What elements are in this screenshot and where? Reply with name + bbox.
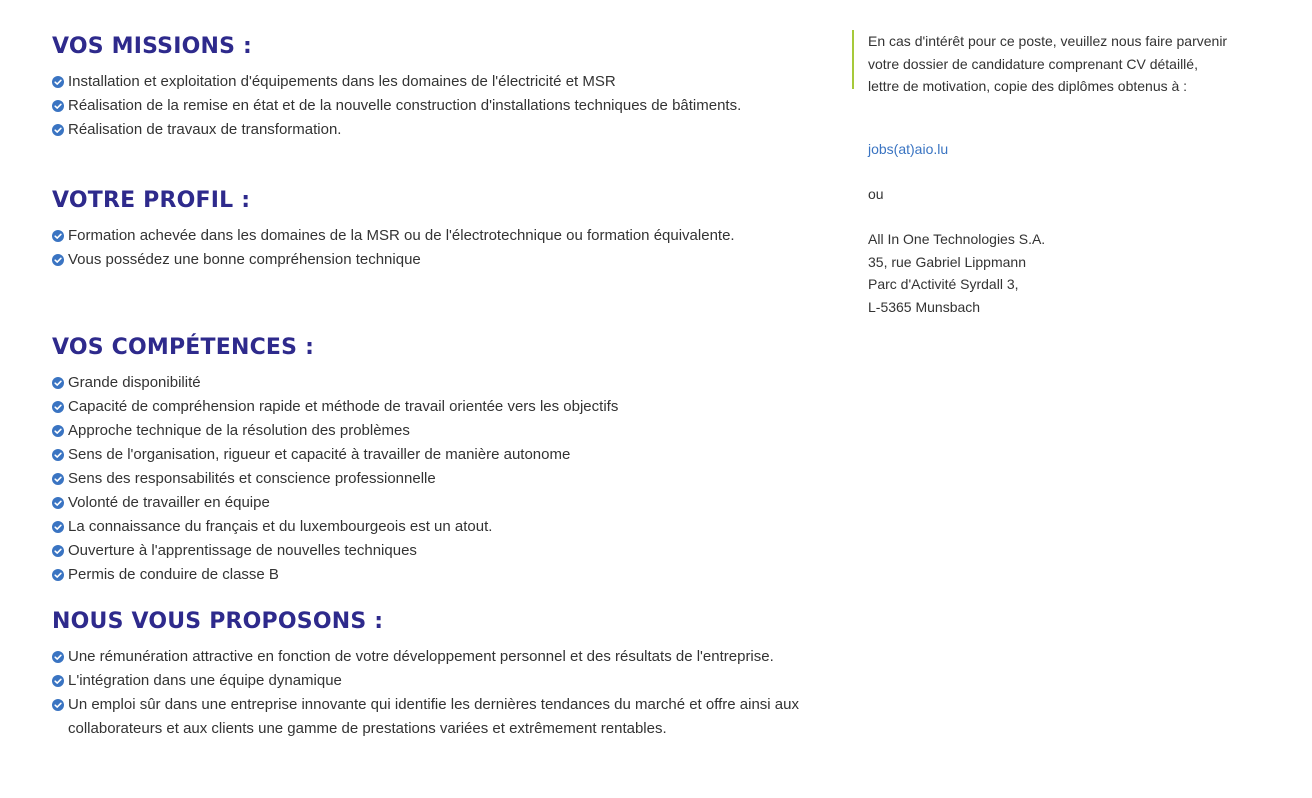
offer-heading: NOUS VOUS PROPOSONS : bbox=[52, 609, 384, 634]
profile-section bbox=[52, 182, 832, 272]
check-circle-icon bbox=[52, 497, 64, 509]
list-item-text: Capacité de compréhension rapide et méthode de travail orientée vers les objectifs bbox=[68, 398, 619, 415]
list-item bbox=[52, 395, 832, 419]
list-item bbox=[52, 118, 832, 142]
address-street: 35, rue Gabriel Lippmann bbox=[868, 253, 1026, 270]
missions-section bbox=[52, 28, 832, 142]
check-circle-icon bbox=[52, 425, 64, 437]
company-address bbox=[868, 228, 1228, 318]
list-item-text: Ouverture à l'apprentissage de nouvelles techniques bbox=[68, 542, 417, 559]
list-item-text: La connaissance du français et du luxembourgeois est un atout. bbox=[68, 518, 493, 535]
list-item bbox=[52, 515, 832, 539]
list-item bbox=[52, 224, 832, 248]
missions-list bbox=[52, 70, 832, 142]
offer-list bbox=[52, 645, 832, 741]
address-city: L-5365 Munsbach bbox=[868, 298, 981, 315]
check-circle-icon bbox=[52, 100, 64, 112]
list-item-text: Sens de l'organisation, rigueur et capacité à travailler de manière autonome bbox=[68, 446, 571, 463]
check-circle-icon bbox=[52, 124, 64, 136]
check-circle-icon bbox=[52, 675, 64, 687]
list-item-text: Sens des responsabilités et conscience professionnelle bbox=[68, 470, 436, 487]
check-circle-icon bbox=[52, 377, 64, 389]
profile-heading: VOTRE PROFIL : bbox=[52, 188, 251, 213]
list-item bbox=[52, 669, 832, 693]
list-item-text: Une rémunération attractive en fonction de votre développement personnel et des résultats de l'entreprise. bbox=[68, 648, 774, 665]
list-item bbox=[52, 563, 832, 587]
offer-section bbox=[52, 603, 832, 741]
accent-bar bbox=[852, 30, 854, 89]
list-item bbox=[52, 645, 832, 669]
list-item-text: Réalisation de la remise en état et de la nouvelle construction d'installations techniques de bâtiments. bbox=[68, 97, 742, 114]
application-info bbox=[868, 30, 1228, 315]
email-link[interactable]: jobs(at)aio.lu bbox=[868, 141, 949, 157]
list-item-text: Volonté de travailler en équipe bbox=[68, 494, 270, 511]
list-item bbox=[52, 491, 832, 515]
address-company: All In One Technologies S.A. bbox=[868, 231, 1046, 247]
list-item bbox=[52, 371, 832, 395]
list-item bbox=[52, 248, 832, 272]
check-circle-icon bbox=[52, 401, 64, 413]
list-item-text: Réalisation de travaux de transformation. bbox=[68, 121, 342, 138]
list-item-text: Un emploi sûr dans une entreprise innovante qui identifie les dernières tendances du marché et offre ainsi aux collaborateurs et aux clients une gamme de prestations variées et extrêmement rentables. bbox=[68, 696, 799, 737]
check-circle-icon bbox=[52, 521, 64, 533]
list-item-text: Formation achevée dans les domaines de la MSR ou de l'électrotechnique ou formation équivalente. bbox=[68, 227, 735, 244]
list-item bbox=[52, 693, 832, 741]
list-item bbox=[52, 70, 832, 94]
profile-list bbox=[52, 224, 832, 272]
list-item-text: Vous possédez une bonne compréhension technique bbox=[68, 251, 421, 268]
list-item bbox=[52, 467, 832, 491]
check-circle-icon bbox=[52, 699, 64, 711]
missions-heading: VOS MISSIONS : bbox=[52, 34, 253, 59]
check-circle-icon bbox=[52, 230, 64, 242]
application-intro: En cas d'intérêt pour ce poste, veuillez nous faire parvenir votre dossier de candidature comprenant CV détaillé, lettre de motivation, copie des diplômes obtenus à : bbox=[868, 33, 1228, 94]
check-circle-icon bbox=[52, 449, 64, 461]
check-circle-icon bbox=[52, 545, 64, 557]
list-item bbox=[52, 419, 832, 443]
list-item-text: Grande disponibilité bbox=[68, 374, 201, 391]
address-park: Parc d'Activité Syrdall 3, bbox=[868, 276, 1019, 292]
list-item bbox=[52, 443, 832, 467]
skills-section bbox=[52, 329, 832, 587]
list-item-text: L'intégration dans une équipe dynamique bbox=[68, 672, 342, 689]
list-item bbox=[52, 94, 832, 118]
check-circle-icon bbox=[52, 569, 64, 581]
list-item-text: Approche technique de la résolution des problèmes bbox=[68, 422, 410, 439]
check-circle-icon bbox=[52, 254, 64, 266]
skills-heading: VOS COMPÉTENCES : bbox=[52, 335, 315, 360]
list-item-text: Permis de conduire de classe B bbox=[68, 566, 279, 583]
skills-list bbox=[52, 371, 832, 587]
list-item bbox=[52, 539, 832, 563]
or-separator: ou bbox=[868, 186, 884, 202]
list-item-text: Installation et exploitation d'équipements dans les domaines de l'électricité et MSR bbox=[68, 73, 616, 90]
check-circle-icon bbox=[52, 651, 64, 663]
check-circle-icon bbox=[52, 473, 64, 485]
check-circle-icon bbox=[52, 76, 64, 88]
